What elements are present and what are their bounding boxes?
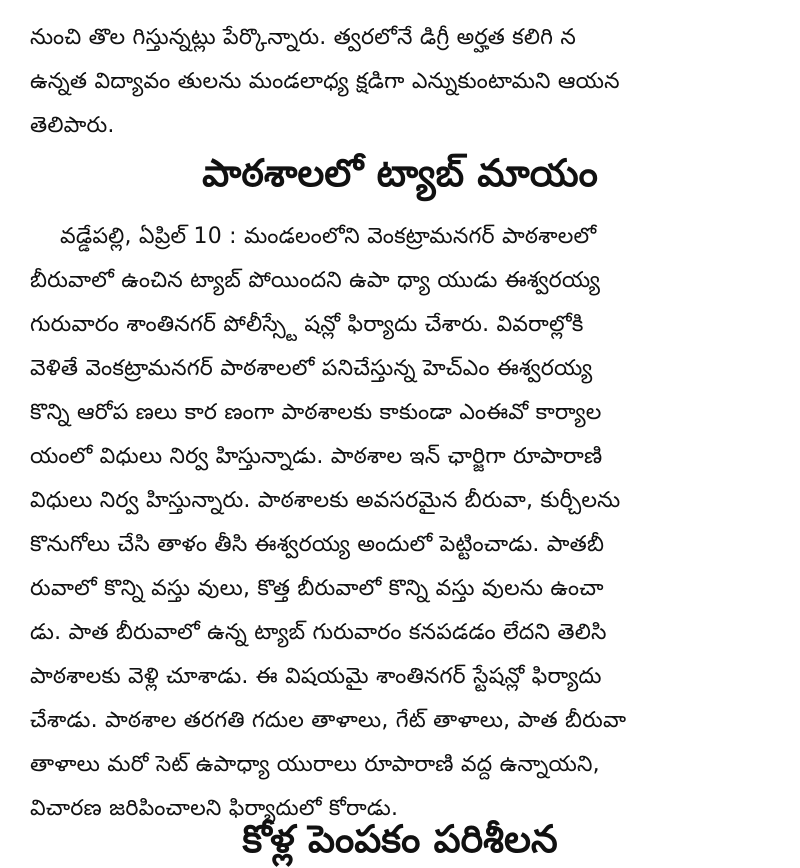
text-line: కొనుగోలు చేసి తాళం తీసి ఈశ్వరయ్య అందులో పెట్టించాడు. పాతబీ bbox=[30, 532, 605, 557]
text-line: ఉన్నత విద్యావం తులను మండలాధ్య క్షడిగా ఎన్నుకుంటామని ఆయన bbox=[30, 69, 620, 94]
text-line: వడ్డేపల్లి, ఏప్రిల్ 10 : మండలంలోని వెంకట్రామనగర్ పాఠశాలలో bbox=[60, 224, 597, 249]
text-line: తెలిపారు. bbox=[30, 113, 115, 138]
next-headline-cropped bbox=[0, 810, 800, 861]
previous-article-ending bbox=[30, 16, 770, 148]
article-headline: పాఠశాలలో ట్యాబ్ మాయం bbox=[202, 151, 598, 195]
text-line: డు. పాత బీరువాలో ఉన్న ట్యాబ్ గురువారం కనపడడం లేదని తెలిసి bbox=[30, 620, 607, 645]
next-headline: కోళ్ల పెంపకం పరిశీలన bbox=[242, 817, 558, 861]
text-line: తాళాలు మరో సెట్ ఉపాధ్యా యురాలు రూపారాణి వద్ద ఉన్నాయని, bbox=[30, 752, 600, 777]
text-line: పాఠశాలకు వెళ్లి చూశాడు. ఈ విషయమై శాంతినగర్ స్టేషన్లో ఫిర్యాదు bbox=[30, 664, 602, 689]
text-line: చేశాడు. పాఠశాల తరగతి గదుల తాళాలు, గేట్ తాళాలు, పాత బీరువా bbox=[30, 708, 627, 733]
text-line: విచారణ జరిపించాలని ఫిర్యాదులో కోరాడు. bbox=[30, 796, 399, 821]
text-line: వెళితే వెంకట్రామనగర్ పాఠశాలలో పనిచేస్తున్న హెచ్ఎం ఈశ్వరయ్య bbox=[30, 356, 593, 381]
text-line: గురువారం శాంతినగర్ పోలీస్స్టే షన్లో ఫిర్యాదు చేశారు. వివరాల్లోకి bbox=[30, 312, 584, 337]
text-line: యంలో విధులు నిర్వ హిస్తున్నాడు. పాఠశాల ఇన్ ఛార్జిగా రూపారాణి bbox=[30, 444, 603, 469]
text-line: కొన్ని ఆరోప ణలు కార ణంగా పాఠశాలకు కాకుండా ఎంఈవో కార్యాల bbox=[30, 400, 602, 425]
text-line: బీరువాలో ఉంచిన ట్యాబ్ పోయిందని ఉపా ధ్యా యుడు ఈశ్వరయ్య bbox=[30, 268, 601, 293]
article-body bbox=[30, 215, 770, 831]
text-line: నుంచి తొల గిస్తున్నట్లు పేర్కొన్నారు. త్వరలోనే డిగ్రీ అర్హత కలిగి న bbox=[30, 25, 577, 50]
text-line: విధులు నిర్వ హిస్తున్నారు. పాఠశాలకు అవసరమైన బీరువా, కుర్చీలను bbox=[30, 488, 621, 513]
text-line: రువాలో కొన్ని వస్తు వులు, కొత్త బీరువాలో కొన్ని వస్తు వులను ఉంచా bbox=[30, 576, 604, 601]
